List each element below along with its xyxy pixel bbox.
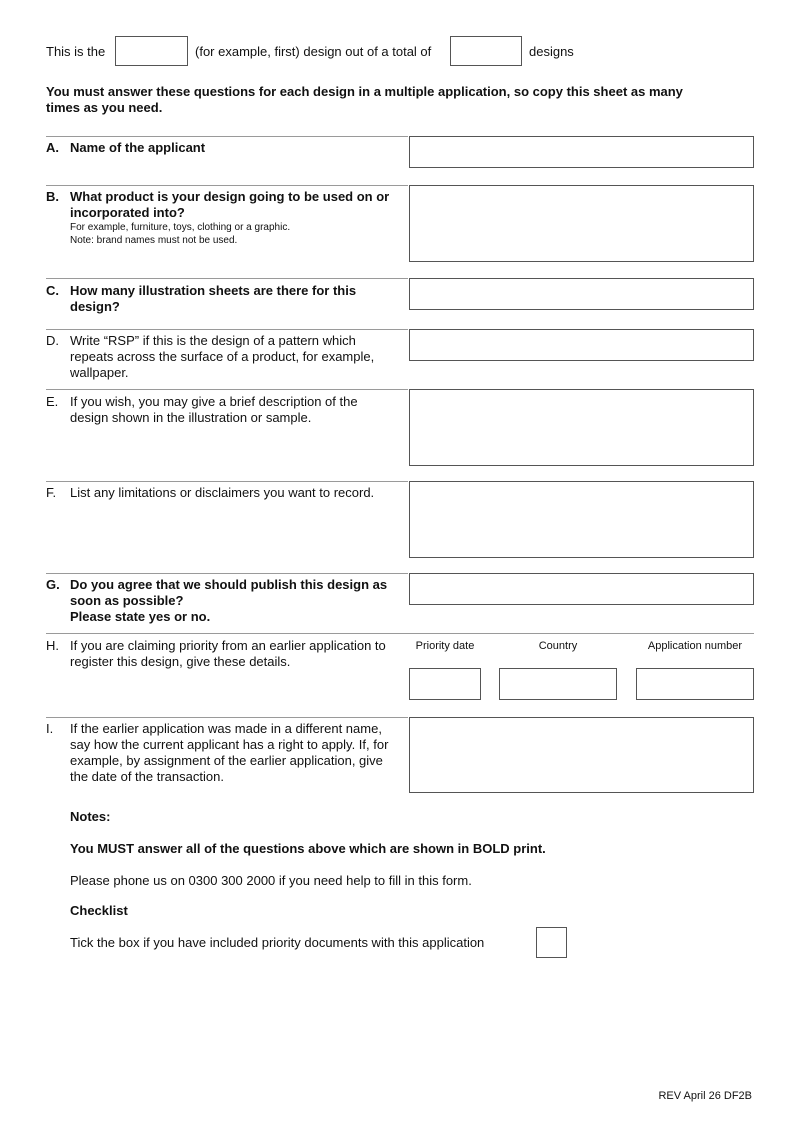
question-letter: F. [46,485,57,500]
form-reference: REV April 26 DF2B [658,1090,752,1102]
application-number-field[interactable] [636,668,754,700]
question-letter: D. [46,333,59,348]
instruction-text: You must answer these questions for each design in a multiple application, so copy this sheet as many times as you need. [46,84,683,115]
priority-date-label: Priority date [415,640,475,652]
question-g-instruction: Please state yes or no. [70,609,211,624]
question-d-text: Write “RSP” if this is the design of a pattern which repeats across the surface of a product, for example, wallpaper. [70,333,375,380]
description-field[interactable] [409,389,754,466]
limitations-field[interactable] [409,481,754,558]
question-letter: G. [46,577,60,592]
question-b-note: Note: brand names must not be used. [70,235,238,246]
total-designs-input[interactable] [450,36,522,66]
country-label: Country [538,640,578,652]
question-b-hint: For example, furniture, toys, clothing or a graphic. [70,222,291,233]
header-suffix: designs [529,44,574,59]
divider [46,481,408,482]
question-a-text: Name of the applicant [70,140,206,155]
divider [46,633,754,634]
question-letter: A. [46,140,59,155]
notes-heading: Notes: [70,809,111,824]
applicant-name-field[interactable] [409,136,754,168]
priority-date-field[interactable] [409,668,481,700]
question-c-text: How many illustration sheets are there for this design? [70,283,357,314]
question-g [70,577,390,625]
header-middle: (for example, first) design out of a total of [195,44,432,59]
question-letter: I. [46,721,54,736]
question-letter: E. [46,394,59,409]
publish-field[interactable] [409,573,754,605]
checklist-item-label: Tick the box if you have included priority documents with this application [70,935,485,950]
question-i-text: If the earlier application was made in a different name, say how the current applicant has a right to apply. If, for example, by assignment of the earlier application, give the date of the transaction. [70,721,389,784]
question-b [70,189,390,247]
question-f-text: List any limitations or disclaimers you want to record. [70,485,375,500]
divider [46,185,408,186]
divider [46,136,408,137]
question-e-text: If you wish, you may give a brief description of the design shown in the illustration or sample. [70,394,358,425]
priority-documents-checkbox[interactable] [536,927,567,958]
question-letter: H. [46,638,59,653]
checklist-heading: Checklist [70,903,128,918]
illustration-sheets-field[interactable] [409,278,754,310]
notes-phone: Please phone us on 0300 300 2000 if you need help to fill in this form. [70,873,472,888]
divider [46,278,408,279]
application-number-label: Application number [647,640,743,652]
divider [46,329,408,330]
notes-must-answer: You MUST answer all of the questions above which are shown in BOLD print. [70,841,546,856]
question-letter: B. [46,189,59,204]
question-b-text: What product is your design going to be used on or incorporated into? [70,189,390,220]
divider [46,573,408,574]
question-h-text: If you are claiming priority from an earlier application to register this design, give these details. [70,638,386,669]
design-number-input[interactable] [115,36,188,66]
country-field[interactable] [499,668,617,700]
rsp-field[interactable] [409,329,754,361]
divider [46,717,408,718]
header-prefix: This is the [46,44,106,59]
divider [46,389,408,390]
question-letter: C. [46,283,59,298]
question-g-text: Do you agree that we should publish this design as soon as possible? [70,577,388,608]
right-to-apply-field[interactable] [409,717,754,793]
product-field[interactable] [409,185,754,262]
